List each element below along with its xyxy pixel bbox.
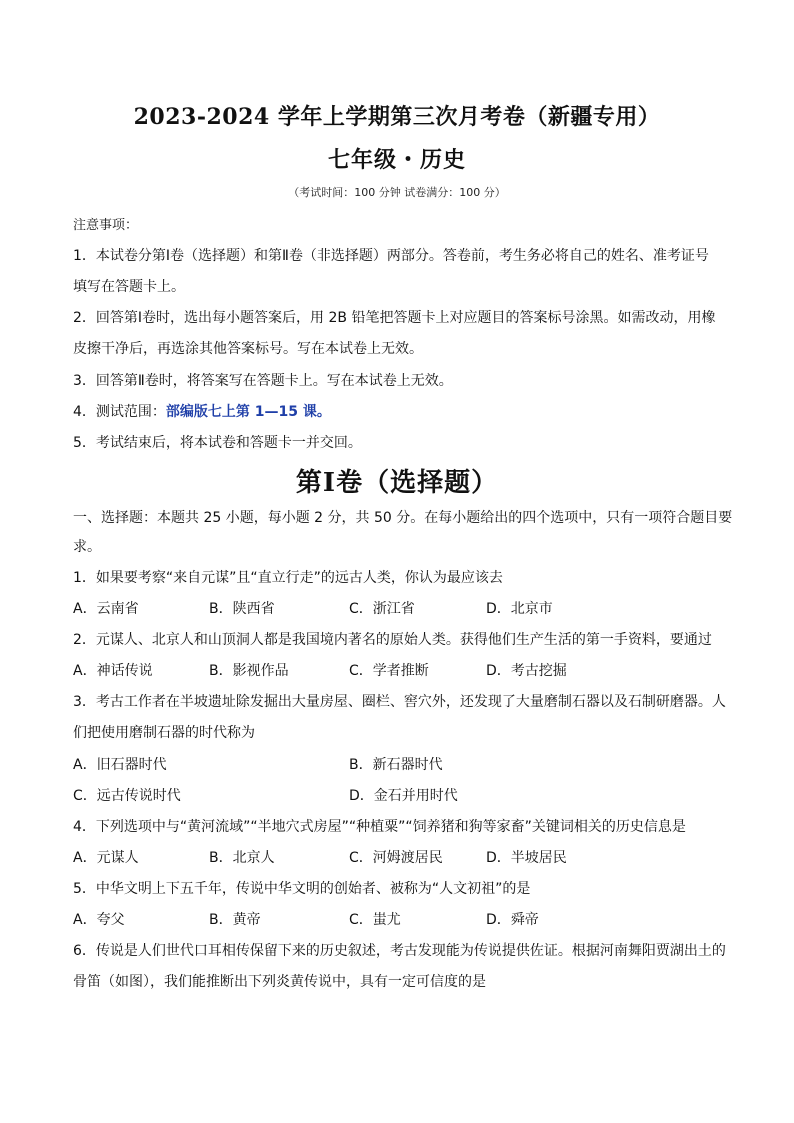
question-1-stem: 1．如果要考察“来自元谋”且“直立行走”的远古人类，你认为最应该去 <box>73 570 503 586</box>
exam-info: （考试时间：100 分钟 试卷满分：100 分） <box>288 186 506 199</box>
question-3-option-c: C．远古传说时代 <box>73 788 181 804</box>
question-5-option-d: D．舜帝 <box>486 912 539 928</box>
question-3-stem-line-2: 们把使用磨制石器的时代称为 <box>73 725 255 741</box>
note-2-line-2: 皮擦干净后，再选涂其他答案标号。写在本试卷上无效。 <box>73 341 423 357</box>
question-6-stem-line-2: 骨笛（如图），我们能推断出下列炎黄传说中，具有一定可信度的是 <box>73 974 486 990</box>
question-3-option-b: B．新石器时代 <box>349 757 443 773</box>
section-instructions-line-1: 一、选择题：本题共 25 小题，每小题 2 分，共 50 分。在每小题给出的四个选项中，只有一项符合题目要 <box>73 510 733 526</box>
question-2-option-b: B．影视作品 <box>209 663 289 679</box>
question-4-option-a: A．元谋人 <box>73 850 139 866</box>
question-3-stem-line-1: 3．考古工作者在半坡遗址除发掘出大量房屋、圈栏、窖穴外，还发现了大量磨制石器以及石制研磨器。人 <box>73 694 726 710</box>
question-4-stem: 4．下列选项中与“黄河流域”“半地穴式房屋”“种植粟”“饲养猪和狗等家畜”关键词相关的历史信息是 <box>73 819 686 835</box>
note-1-line-2: 填写在答题卡上。 <box>73 279 185 295</box>
question-2-stem: 2．元谋人、北京人和山顶洞人都是我国境内著名的原始人类。获得他们生产生活的第一手资料，要通过 <box>73 632 712 648</box>
question-4-option-d: D．半坡居民 <box>486 850 567 866</box>
exam-title: 2023-2024 学年上学期第三次月考卷（新疆专用） <box>133 104 661 130</box>
note-4-prefix: 4．测试范围： <box>73 404 166 420</box>
question-5-option-b: B．黄帝 <box>209 912 261 928</box>
question-1-option-d: D．北京市 <box>486 601 553 617</box>
exam-subtitle: 七年级・历史 <box>327 147 466 173</box>
question-5-option-a: A．夸父 <box>73 912 125 928</box>
question-1-option-b: B．陕西省 <box>209 601 275 617</box>
question-2-option-d: D．考古挖掘 <box>486 663 567 679</box>
part-one-title: 第Ⅰ卷（选择题） <box>295 468 499 498</box>
question-3-option-d: D．金石并用时代 <box>349 788 458 804</box>
note-1-line-1: 1．本试卷分第Ⅰ卷（选择题）和第Ⅱ卷（非选择题）两部分。答卷前，考生务必将自己的姓名、准考证号 <box>73 248 709 264</box>
question-4-option-c: C．河姆渡居民 <box>349 850 443 866</box>
note-3: 3．回答第Ⅱ卷时，将答案写在答题卡上。写在本试卷上无效。 <box>73 373 453 389</box>
notes-heading: 注意事项： <box>73 218 139 233</box>
section-instructions-line-2: 求。 <box>73 539 101 555</box>
question-2-option-c: C．学者推断 <box>349 663 429 679</box>
note-4 <box>73 402 331 422</box>
question-6-stem-line-1: 6．传说是人们世代口耳相传保留下来的历史叙述，考古发现能为传说提供佐证。根据河南舞阳贾湖出土的 <box>73 943 726 959</box>
question-4-option-b: B．北京人 <box>209 850 275 866</box>
question-3-option-a: A．旧石器时代 <box>73 757 167 773</box>
question-5-stem: 5．中华文明上下五千年，传说中华文明的创始者、被称为“人文初祖”的是 <box>73 881 531 897</box>
note-5: 5．考试结束后，将本试卷和答题卡一并交回。 <box>73 435 362 451</box>
note-2-line-1: 2．回答第Ⅰ卷时，选出每小题答案后，用 2B 铅笔把答题卡上对应题目的答案标号涂黑。如需改动，用橡 <box>73 310 716 326</box>
question-1-option-c: C．浙江省 <box>349 601 415 617</box>
question-2-option-a: A．神话传说 <box>73 663 153 679</box>
question-5-option-c: C．蚩尤 <box>349 912 401 928</box>
test-scope: 部编版七上第 1—15 课。 <box>165 404 331 420</box>
question-1-option-a: A．云南省 <box>73 601 139 617</box>
